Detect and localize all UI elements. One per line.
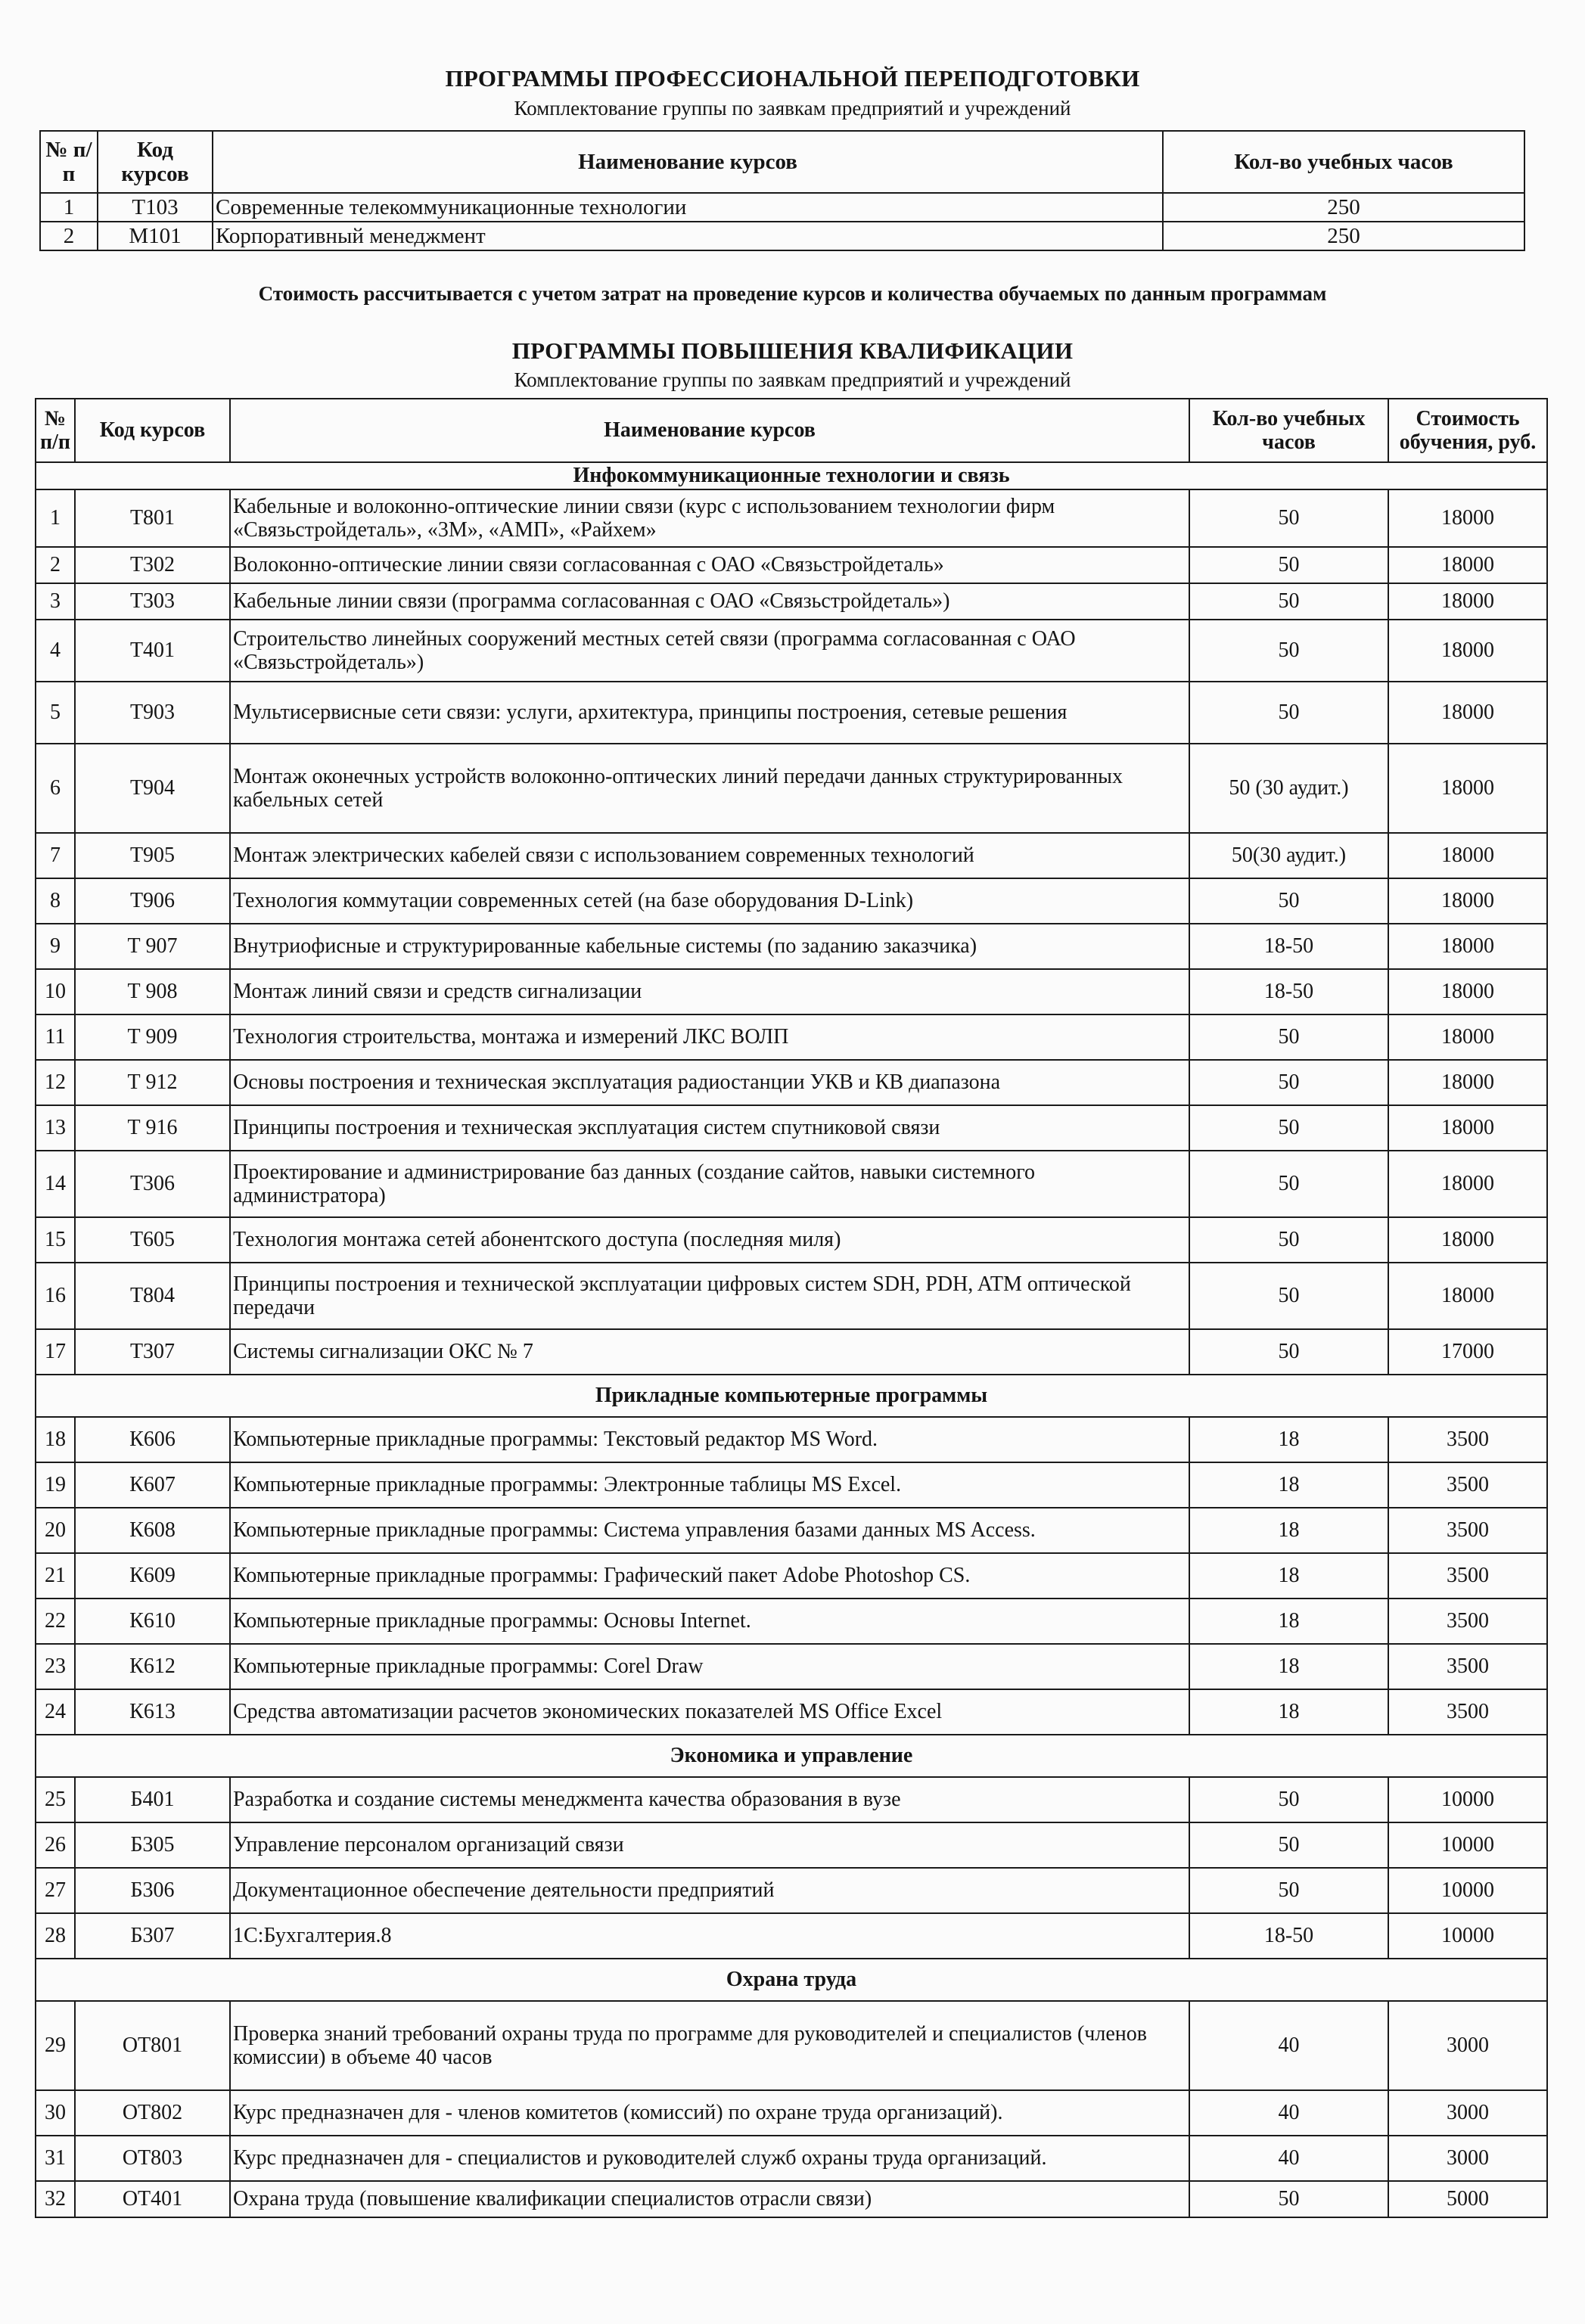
col-header-name: Наименование курсов [213, 131, 1163, 193]
cell-name: Проверка знаний требований охраны труда по программе для руководителей и специалистов (членов комиссии) в объеме 40 часов [230, 2001, 1189, 2090]
cell-code: Т401 [75, 620, 230, 682]
cell-hours: 40 [1189, 2001, 1388, 2090]
cell-price: 18000 [1388, 547, 1547, 583]
table-row [36, 1822, 1547, 1868]
cell-num: 20 [36, 1508, 75, 1553]
cell-price: 18000 [1388, 1105, 1547, 1151]
qualification-table [35, 398, 1548, 2218]
cell-name: 1С:Бухгалтерия.8 [230, 1913, 1189, 1959]
cell-num: 9 [36, 924, 75, 969]
cell-hours: 50(30 аудит.) [1189, 833, 1388, 878]
cell-name: Кабельные и волоконно-оптические линии связи (курс с использованием технологии фирм «Связьстройдеталь», «3М», «АМП», «Райхем» [230, 489, 1189, 547]
cell-code: Т905 [75, 833, 230, 878]
retraining-title: ПРОГРАММЫ ПРОФЕССИОНАЛЬНОЙ ПЕРЕПОДГОТОВКИ [445, 65, 1140, 92]
cell-num: 13 [36, 1105, 75, 1151]
cell-num: 17 [36, 1329, 75, 1375]
cell-hours: 18 [1189, 1689, 1388, 1735]
cell-num: 30 [36, 2090, 75, 2136]
cell-hours: 50 [1189, 2181, 1388, 2217]
table-row [36, 1329, 1547, 1375]
cell-num: 15 [36, 1217, 75, 1263]
cell-num: 4 [36, 620, 75, 682]
cell-code: Т306 [75, 1151, 230, 1217]
cell-num: 22 [36, 1599, 75, 1644]
cell-code: ОТ802 [75, 2090, 230, 2136]
cell-num: 3 [36, 583, 75, 620]
table-row [36, 1263, 1547, 1329]
cell-name: Внутриофисные и структурированные кабельные системы (по заданию заказчика) [230, 924, 1189, 969]
col-header-hours: Кол-во учебных часов [1189, 399, 1388, 462]
cell-code: К612 [75, 1644, 230, 1689]
cell-hours: 18-50 [1189, 924, 1388, 969]
cell-num: 5 [36, 682, 75, 744]
cell-hours: 50 [1189, 1060, 1388, 1105]
col-header-name: Наименование курсов [230, 399, 1189, 462]
table-row [36, 620, 1547, 682]
cell-num: 27 [36, 1868, 75, 1913]
table-header-row [36, 399, 1547, 462]
cell-price: 18000 [1388, 1151, 1547, 1217]
cell-code: К610 [75, 1599, 230, 1644]
cell-price: 18000 [1388, 744, 1547, 833]
cell-code: Т605 [75, 1217, 230, 1263]
table-row [36, 1217, 1547, 1263]
cell-name: Документационное обеспечение деятельности предприятий [230, 1868, 1189, 1913]
table-row [36, 1417, 1547, 1462]
table-row [36, 878, 1547, 924]
cell-hours: 50 [1189, 1014, 1388, 1060]
section-row [36, 1375, 1547, 1417]
cell-code: ОТ803 [75, 2136, 230, 2181]
table-row [36, 1777, 1547, 1822]
cell-name: Компьютерные прикладные программы: Corel Draw [230, 1644, 1189, 1689]
table-row [36, 2001, 1547, 2090]
table-row [36, 969, 1547, 1014]
col-header-price: Стоимость обучения, руб. [1388, 399, 1547, 462]
table-row [36, 682, 1547, 744]
cell-hours: 250 [1163, 222, 1524, 250]
table-row [40, 222, 1524, 250]
cell-num: 31 [36, 2136, 75, 2181]
cell-name: Принципы построения и технической эксплуатации цифровых систем SDH, PDH, ATM оптической передачи [230, 1263, 1189, 1329]
cell-name: Управление персоналом организаций связи [230, 1822, 1189, 1868]
cell-name: Компьютерные прикладные программы: Текстовый редактор MS Word. [230, 1417, 1189, 1462]
cell-hours: 50 [1189, 1151, 1388, 1217]
cell-name: Системы сигнализации ОКС № 7 [230, 1329, 1189, 1375]
section-row [36, 462, 1547, 489]
cell-code: Т 909 [75, 1014, 230, 1060]
cell-name: Курс предназначен для - членов комитетов (комиссий) по охране труда организаций). [230, 2090, 1189, 2136]
cell-code: Т103 [98, 193, 213, 222]
col-header-hours: Кол-во учебных часов [1163, 131, 1524, 193]
table-row [36, 1599, 1547, 1644]
cell-code: Т 916 [75, 1105, 230, 1151]
cell-name: Кабельные линии связи (программа согласованная с ОАО «Связьстройдеталь») [230, 583, 1189, 620]
cell-code: К606 [75, 1417, 230, 1462]
cell-hours: 50 [1189, 1217, 1388, 1263]
cell-price: 3000 [1388, 2001, 1547, 2090]
table-row [36, 1913, 1547, 1959]
cell-num: 12 [36, 1060, 75, 1105]
cell-price: 3000 [1388, 2136, 1547, 2181]
cell-price: 10000 [1388, 1913, 1547, 1959]
cell-code: Т906 [75, 878, 230, 924]
cell-name: Средства автоматизации расчетов экономических показателей MS Office Excel [230, 1689, 1189, 1735]
cell-hours: 50 [1189, 682, 1388, 744]
cell-name: Технология строительства, монтажа и измерений ЛКС ВОЛП [230, 1014, 1189, 1060]
cell-hours: 18 [1189, 1462, 1388, 1508]
table-row [36, 2136, 1547, 2181]
cell-name: Мультисервисные сети связи: услуги, архитектура, принципы построения, сетевые решения [230, 682, 1189, 744]
cell-price: 18000 [1388, 878, 1547, 924]
cell-hours: 50 [1189, 1105, 1388, 1151]
cell-code: К613 [75, 1689, 230, 1735]
cell-num: 26 [36, 1822, 75, 1868]
cell-code: Т801 [75, 489, 230, 547]
cell-name: Основы построения и техническая эксплуатация радиостанции УКВ и КВ диапазона [230, 1060, 1189, 1105]
cell-num: 19 [36, 1462, 75, 1508]
cost-note: Стоимость рассчитывается с учетом затрат на проведение курсов и количества обучаемых по данным программам [258, 282, 1327, 305]
table-row [36, 1151, 1547, 1217]
cell-num: 6 [36, 744, 75, 833]
cell-price: 18000 [1388, 1060, 1547, 1105]
cell-hours: 18 [1189, 1508, 1388, 1553]
cell-name: Разработка и создание системы менеджмента качества образования в вузе [230, 1777, 1189, 1822]
section-heading: Охрана труда [36, 1959, 1547, 2001]
col-header-code: Код курсов [98, 131, 213, 193]
cell-price: 3500 [1388, 1689, 1547, 1735]
cell-hours: 18 [1189, 1644, 1388, 1689]
table-row [36, 1060, 1547, 1105]
cell-num: 2 [40, 222, 98, 250]
cell-hours: 50 [1189, 1868, 1388, 1913]
table-row [36, 924, 1547, 969]
table-row [36, 489, 1547, 547]
cell-num: 10 [36, 969, 75, 1014]
cell-price: 18000 [1388, 489, 1547, 547]
cell-hours: 40 [1189, 2090, 1388, 2136]
cell-code: Б307 [75, 1913, 230, 1959]
cell-price: 3500 [1388, 1462, 1547, 1508]
cell-code: ОТ801 [75, 2001, 230, 2090]
cell-name: Современные телекоммуникационные технологии [213, 193, 1163, 222]
cell-price: 10000 [1388, 1868, 1547, 1913]
cell-num: 29 [36, 2001, 75, 2090]
cell-num: 1 [40, 193, 98, 222]
cell-price: 10000 [1388, 1777, 1547, 1822]
cell-num: 1 [36, 489, 75, 547]
cell-hours: 18 [1189, 1417, 1388, 1462]
cell-code: Т804 [75, 1263, 230, 1329]
cell-code: К607 [75, 1462, 230, 1508]
cell-price: 18000 [1388, 833, 1547, 878]
cell-hours: 50 [1189, 620, 1388, 682]
cell-name: Волоконно-оптические линии связи согласованная с ОАО «Связьстройдеталь» [230, 547, 1189, 583]
cell-name: Строительство линейных сооружений местных сетей связи (программа согласованная с ОАО «Связьстройдеталь») [230, 620, 1189, 682]
cell-code: Б306 [75, 1868, 230, 1913]
cell-price: 3500 [1388, 1644, 1547, 1689]
cell-num: 16 [36, 1263, 75, 1329]
table-row [36, 2090, 1547, 2136]
table-row [36, 744, 1547, 833]
table-row [36, 1462, 1547, 1508]
cell-price: 18000 [1388, 1263, 1547, 1329]
table-row [36, 1553, 1547, 1599]
section-row [36, 1735, 1547, 1777]
cell-name: Корпоративный менеджмент [213, 222, 1163, 250]
col-header-code: Код курсов [75, 399, 230, 462]
table-header-row [40, 131, 1524, 193]
table-row [40, 193, 1524, 222]
cell-hours: 50 [1189, 547, 1388, 583]
cell-code: Т303 [75, 583, 230, 620]
cell-code: Т 908 [75, 969, 230, 1014]
cell-price: 3500 [1388, 1508, 1547, 1553]
cell-code: К609 [75, 1553, 230, 1599]
cell-price: 18000 [1388, 969, 1547, 1014]
cell-hours: 50 (30 аудит.) [1189, 744, 1388, 833]
cell-hours: 18 [1189, 1553, 1388, 1599]
cell-hours: 50 [1189, 1329, 1388, 1375]
cell-num: 8 [36, 878, 75, 924]
cell-num: 2 [36, 547, 75, 583]
cell-hours: 18 [1189, 1599, 1388, 1644]
cell-code: М101 [98, 222, 213, 250]
cell-name: Компьютерные прикладные программы: Электронные таблицы MS Excel. [230, 1462, 1189, 1508]
table-row [36, 1508, 1547, 1553]
cell-name: Компьютерные прикладные программы: Графический пакет Adobe Photoshop CS. [230, 1553, 1189, 1599]
cell-num: 11 [36, 1014, 75, 1060]
cell-num: 24 [36, 1689, 75, 1735]
cell-hours: 18-50 [1189, 969, 1388, 1014]
cell-name: Монтаж оконечных устройств волоконно-оптических линий передачи данных структурированных кабельных сетей [230, 744, 1189, 833]
cell-hours: 50 [1189, 583, 1388, 620]
cell-code: Т307 [75, 1329, 230, 1375]
table-row [36, 2181, 1547, 2217]
cell-price: 10000 [1388, 1822, 1547, 1868]
cell-num: 28 [36, 1913, 75, 1959]
cell-name: Монтаж линий связи и средств сигнализации [230, 969, 1189, 1014]
section-heading: Инфокоммуникационные технологии и связь [36, 462, 1547, 489]
qualification-table-body [36, 462, 1547, 2217]
cell-num: 32 [36, 2181, 75, 2217]
cell-price: 3000 [1388, 2090, 1547, 2136]
cell-price: 17000 [1388, 1329, 1547, 1375]
cell-name: Курс предназначен для - специалистов и руководителей служб охраны труда организаций. [230, 2136, 1189, 2181]
cell-num: 23 [36, 1644, 75, 1689]
qualification-subtitle: Комплектование группы по заявкам предприятий и учреждений [514, 368, 1071, 391]
cell-name: Компьютерные прикладные программы: Система управления базами данных MS Access. [230, 1508, 1189, 1553]
cell-name: Проектирование и администрирование баз данных (создание сайтов, навыки системного администратора) [230, 1151, 1189, 1217]
cell-price: 3500 [1388, 1417, 1547, 1462]
cell-name: Принципы построения и техническая эксплуатация систем спутниковой связи [230, 1105, 1189, 1151]
retraining-subtitle: Комплектование группы по заявкам предприятий и учреждений [514, 97, 1071, 120]
cell-num: 7 [36, 833, 75, 878]
cell-code: Б305 [75, 1822, 230, 1868]
cell-name: Охрана труда (повышение квалификации специалистов отрасли связи) [230, 2181, 1189, 2217]
table-row [36, 1868, 1547, 1913]
cell-code: К608 [75, 1508, 230, 1553]
table-row [36, 1689, 1547, 1735]
cell-num: 18 [36, 1417, 75, 1462]
cell-code: Т302 [75, 547, 230, 583]
table-row [36, 1644, 1547, 1689]
cell-code: Т 907 [75, 924, 230, 969]
cell-price: 18000 [1388, 620, 1547, 682]
cell-code: Т904 [75, 744, 230, 833]
cell-code: Т 912 [75, 1060, 230, 1105]
cell-hours: 40 [1189, 2136, 1388, 2181]
section-heading: Экономика и управление [36, 1735, 1547, 1777]
qualification-title: ПРОГРАММЫ ПОВЫШЕНИЯ КВАЛИФИКАЦИИ [511, 337, 1074, 364]
cell-code: ОТ401 [75, 2181, 230, 2217]
table-row [36, 1014, 1547, 1060]
cell-hours: 50 [1189, 1777, 1388, 1822]
cell-name: Компьютерные прикладные программы: Основы Internet. [230, 1599, 1189, 1644]
cell-price: 18000 [1388, 1014, 1547, 1060]
table-row [36, 547, 1547, 583]
cell-hours: 50 [1189, 489, 1388, 547]
cell-price: 18000 [1388, 924, 1547, 969]
cell-name: Технология коммутации современных сетей (на базе оборудования D-Link) [230, 878, 1189, 924]
cell-price: 18000 [1388, 583, 1547, 620]
cell-code: Б401 [75, 1777, 230, 1822]
cell-price: 18000 [1388, 682, 1547, 744]
table-row [36, 583, 1547, 620]
cell-price: 5000 [1388, 2181, 1547, 2217]
cell-name: Монтаж электрических кабелей связи с использованием современных технологий [230, 833, 1189, 878]
table-row [36, 1105, 1547, 1151]
cell-name: Технология монтажа сетей абонентского доступа (последняя миля) [230, 1217, 1189, 1263]
cell-code: Т903 [75, 682, 230, 744]
cell-hours: 50 [1189, 878, 1388, 924]
section-row [36, 1959, 1547, 2001]
table-row [36, 833, 1547, 878]
cell-num: 14 [36, 1151, 75, 1217]
cell-hours: 50 [1189, 1822, 1388, 1868]
cell-hours: 50 [1189, 1263, 1388, 1329]
col-header-num: № п/п [40, 131, 98, 193]
cell-num: 25 [36, 1777, 75, 1822]
cell-num: 21 [36, 1553, 75, 1599]
cell-price: 3500 [1388, 1599, 1547, 1644]
retraining-table [39, 130, 1525, 251]
cell-price: 18000 [1388, 1217, 1547, 1263]
cell-hours: 18-50 [1189, 1913, 1388, 1959]
section-heading: Прикладные компьютерные программы [36, 1375, 1547, 1417]
cell-price: 3500 [1388, 1553, 1547, 1599]
cell-hours: 250 [1163, 193, 1524, 222]
col-header-num: № п/п [36, 399, 75, 462]
